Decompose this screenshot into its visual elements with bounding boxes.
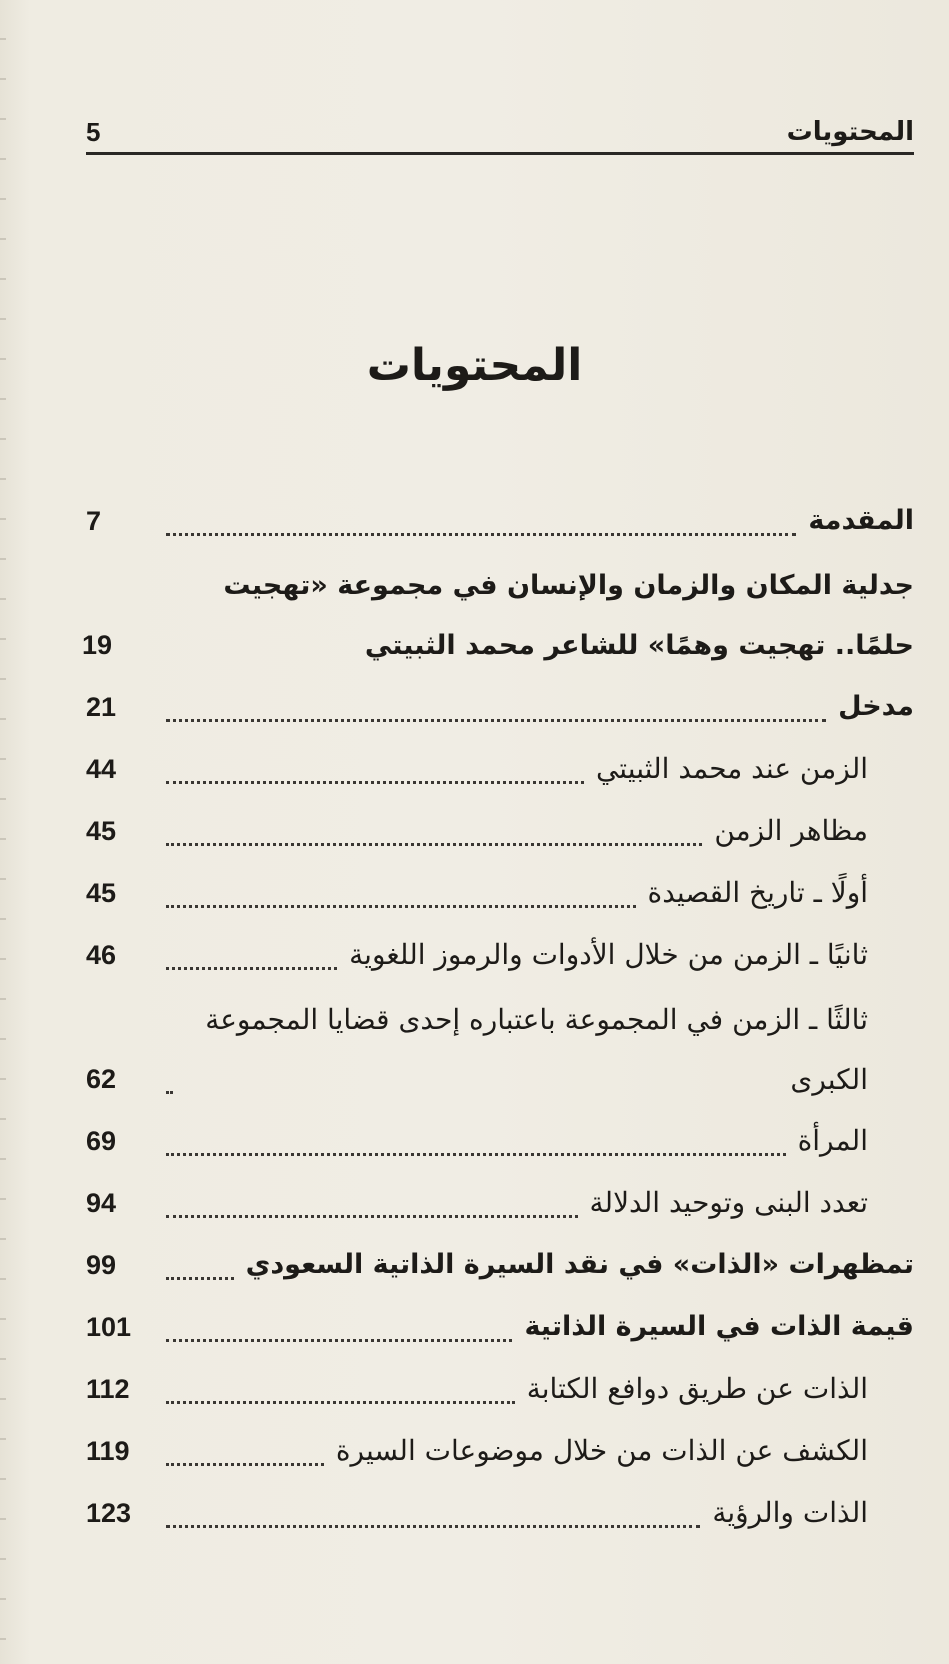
toc-entry-time-thubaiti — [86, 738, 914, 800]
toc-entry-title: الذات عن طريق دوافع الكتابة — [526, 1372, 868, 1405]
toc-entry-first — [86, 862, 914, 924]
toc-entry-title: جدلية المكان والزمان والإنسان في مجموعة «تهجيت حلمًا.. تهجيت وهمًا» للشاعر محمد الثبيتي — [223, 570, 914, 661]
toc-entry-page: 45 — [86, 816, 117, 846]
toc-entry-page: 46 — [86, 940, 117, 970]
toc-entry-title: ثانيًا ـ الزمن من خلال الأدوات والرموز اللغوية — [349, 938, 868, 971]
toc-entry-title: الزمن عند محمد الثبيتي — [595, 752, 868, 785]
leader-dots — [166, 1151, 786, 1156]
toc-entry-title: مظاهر الزمن — [714, 814, 868, 847]
toc-entry-chapter-2 — [86, 1234, 914, 1296]
toc-entry-title: مدخل — [838, 691, 914, 722]
table-of-contents — [82, 490, 914, 1544]
running-title: المحتويات — [786, 117, 914, 147]
leader-dots — [166, 1213, 578, 1218]
leader-dots — [166, 1461, 324, 1466]
leader-dots — [166, 1275, 234, 1280]
leader-dots — [166, 779, 584, 784]
leader-dots — [166, 965, 337, 970]
toc-entry-writing-motives — [86, 1358, 914, 1420]
toc-entry-page: 7 — [86, 506, 102, 536]
toc-entry-chapter-1 — [82, 552, 914, 676]
toc-entry-page: 119 — [86, 1436, 130, 1466]
toc-entry-title: المقدمة — [808, 505, 914, 536]
toc-entry-self-disclosure — [86, 1420, 914, 1482]
leader-dots — [166, 1337, 512, 1342]
toc-entry-self-vision — [86, 1482, 914, 1544]
toc-entry-title: قيمة الذات في السيرة الذاتية — [524, 1311, 914, 1342]
toc-entry-aspects-of-time — [86, 800, 914, 862]
toc-entry-introduction — [86, 490, 914, 552]
running-header — [86, 112, 914, 155]
leader-dots — [166, 717, 826, 722]
toc-entry-third — [86, 986, 914, 1110]
toc-entry-title: الكشف عن الذات من خلال موضوعات السيرة — [335, 1434, 868, 1467]
leader-dots — [166, 531, 796, 536]
toc-entry-self-value — [86, 1296, 914, 1358]
toc-entry-title: المرأة — [797, 1124, 868, 1157]
toc-entry-page: 101 — [86, 1312, 132, 1342]
toc-entry-title: تعدد البنى وتوحيد الدلالة — [589, 1186, 868, 1219]
toc-entry-page: 112 — [86, 1374, 130, 1404]
leader-dots — [166, 903, 636, 908]
toc-entry-second — [86, 924, 914, 986]
toc-entry-title: ثالثًا ـ الزمن في المجموعة باعتباره إحدى قضايا المجموعة الكبرى — [205, 1003, 868, 1096]
toc-entry-page: 44 — [86, 754, 117, 784]
toc-entry-page: 69 — [86, 1126, 117, 1156]
toc-entry-page: 123 — [86, 1498, 132, 1528]
toc-entry-page: 19 — [82, 630, 113, 660]
toc-entry-title: أولًا ـ تاريخ القصيدة — [647, 876, 868, 909]
toc-entry-title: تمظهرات «الذات» في نقد السيرة الذاتية السعودي — [245, 1249, 914, 1280]
leader-dots — [166, 1089, 170, 1094]
page-edge — [0, 0, 6, 1664]
toc-entry-page: 21 — [86, 692, 117, 722]
toc-entry-entrance — [86, 676, 914, 738]
toc-entry-page: 94 — [86, 1188, 117, 1218]
leader-dots — [166, 841, 702, 846]
toc-entry-structures — [86, 1172, 914, 1234]
leader-dots — [166, 1399, 515, 1404]
toc-entry-page: 62 — [86, 1064, 117, 1094]
page-title: المحتويات — [366, 340, 583, 391]
toc-entry-title: الذات والرؤية — [712, 1496, 868, 1529]
toc-entry-page: 99 — [86, 1250, 117, 1280]
leader-dots — [166, 1523, 700, 1528]
toc-entry-page: 45 — [86, 878, 117, 908]
page-number: 5 — [86, 116, 101, 147]
toc-entry-woman — [86, 1110, 914, 1172]
